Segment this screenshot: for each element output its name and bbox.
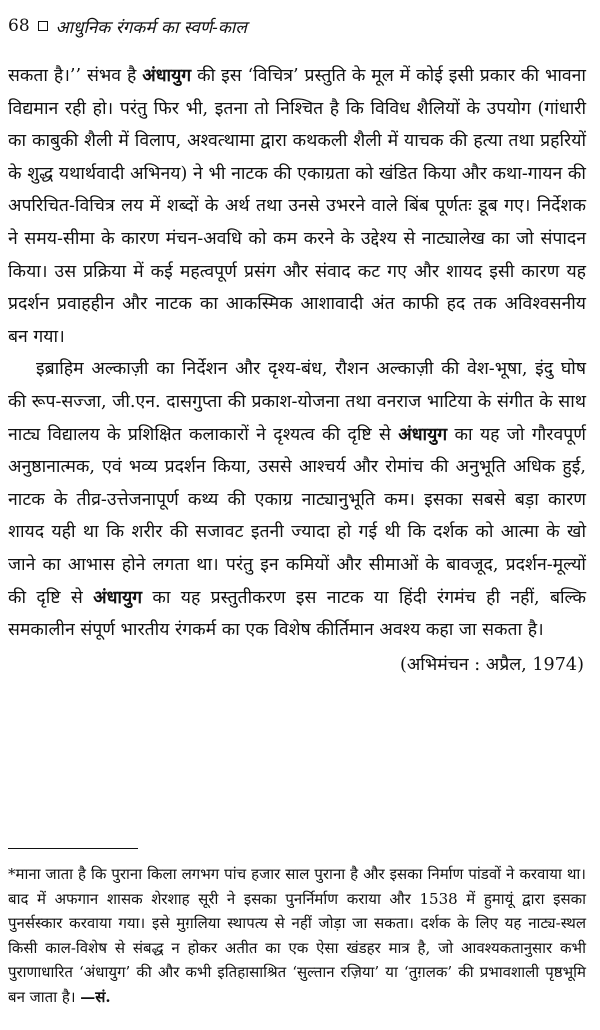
text-run: का यह जो गौरवपूर्ण अनुष्ठानात्मक, एवं भव्य प्रदर्शन किया, उससे आश्चर्य और रोमांच की अनुभूति अधिक हुई, नाटक के तीव्र-उत्तेजनापूर्ण कथ्य की एकाग्र नाट्यानुभूति कम। इसका सबसे बड़ा कारण शायद यही था कि शरीर की सजावट इतनी ज्यादा हो गई थी कि दर्शक को आत्मा के खो जाने का आभास होने लगता था। परंतु इन कमियों और सीमाओं के बावजूद, प्रदर्शन-मूल्यों की दृष्टि से	[8, 424, 586, 608]
bold-title-andhayug: अंधायुग	[398, 423, 448, 445]
square-bullet-icon	[38, 21, 48, 31]
text-run: इब्राहिम अल्काज़ी का निर्देशन और दृश्य-बंध, रौशन अल्काज़ी की वेश-भूषा, इंदु घोष की रूप-सज्जा, जी.एन. दासगुप्ता की प्रकाश-योजना तथा वनराज भाटिया के संगीत के साथ नाट्य विद्यालय के प्रशिक्षित कलाकारों ने दृश्यत्व की दृष्टि से	[8, 359, 586, 445]
editor-signature: —सं.	[80, 987, 111, 1006]
bold-title-andhayug: अंधायुग	[93, 586, 143, 608]
bold-title-andhayug: अंधायुग	[142, 65, 192, 86]
page-header	[8, 12, 586, 40]
text-run: सकता है।’’ संभव है	[8, 66, 143, 86]
paragraph-1	[8, 60, 586, 353]
paragraph-2	[8, 353, 586, 646]
footnote-text: *माना जाता है कि पुराना किला लगभग पांच हजार साल पुराना है और इसका निर्माण पांडवों ने करवाया था। बाद में अफगान शासक शेरशाह सूरी ने इसका पुनर्निर्माण कराया और 1538 में हुमायूं द्वारा इसका पुनर्सस्कार करवाया गया। इसे मुग़लिया स्थापत्य से नहीं जोड़ा जा सकता। दर्शक के लिए यह नाट्य-स्थल किसी काल-विशेष से संबद्ध न होकर अतीत का एक ऐसा खंडहर मात्र है, जो आवश्यकतानुसार कभी पुराणाधारित ‘अंधायुग’ की और कभी इतिहासाश्रित ‘सुल्तान रज़िया’ या ‘तुग़लक’ की प्रभावशाली पृष्ठभूमि बन जाता है।	[8, 865, 586, 1006]
footnote-divider	[8, 848, 138, 849]
source-citation: (अभिमंचन : अप्रैल, 1974)	[399, 654, 584, 675]
footnote	[8, 862, 586, 1010]
text-run: का यह प्रस्तुतीकरण इस नाटक या हिंदी रंगमंच ही नहीं, बल्कि समकालीन संपूर्ण भारतीय रंगकर्म का एक विशेष कीर्तिमान अवश्य कहा जा सकता है।	[8, 587, 586, 641]
running-title: आधुनिक रंगकर्म का स्वर्ण-काल	[55, 17, 247, 38]
text-run: की इस ‘विचित्र’ प्रस्तुति के मूल में कोई इसी प्रकार की भावना विद्यमान रही हो। परंतु फिर भी, इतना तो निश्चित है कि विविध शैलियों के उपयोग (गांधारी का काबुकी शैली में विलाप, अश्वत्थामा द्वारा कथकली शैली में याचक की हत्या तथा प्रहरियों के शुद्ध यथार्थवादी अभिनय) ने भी नाटक की एकाग्रता को खंडित किया और कथा-गायन की अपरिचित-विचित्र लय में शब्दों के अर्थ तथा उनसे उभरने वाले बिंब पूर्णतः डूब गए। निर्देशक ने समय-सीमा के कारण मंचन-अवधि को कम करने के उद्देश्य से नाट्यालेख का जो संपादन किया। उस प्रक्रिया में कई महत्वपूर्ण प्रसंग और संवाद कट गए और शायद इसी कारण यह प्रदर्शन प्रवाहहीन और नाटक का आकस्मिक आशावादी अंत काफी हद तक अविश्वसनीय बन गया।	[8, 66, 586, 347]
page-number: 68	[8, 16, 30, 36]
main-text	[8, 60, 586, 681]
